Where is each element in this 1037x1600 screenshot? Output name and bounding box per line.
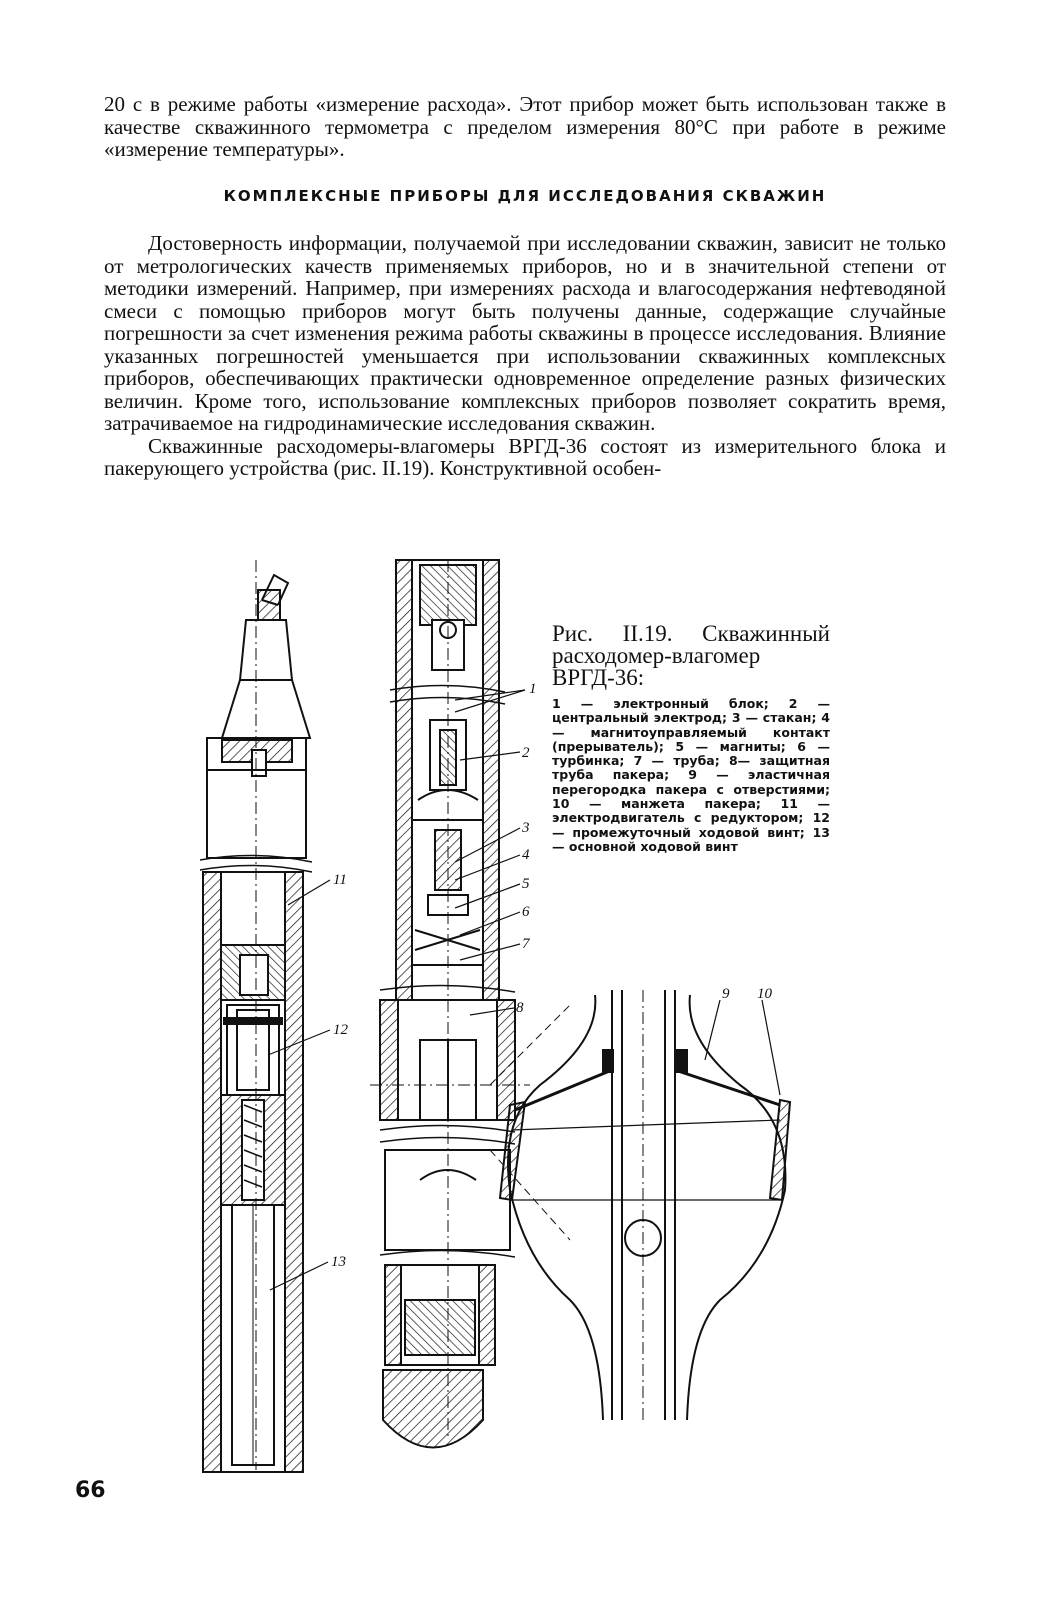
section-heading: КОМПЛЕКСНЫЕ ПРИБОРЫ ДЛЯ ИССЛЕДОВАНИЯ СКВАЖИН (223, 187, 827, 205)
paragraph-1: Достоверность информации, получаемой при исследовании скважин, зависит не только от метрологических качеств применяемых приборов, но и в значительной степени от методики измерений. Например, при измерениях расхода и влагосодержания нефтеводяной смеси с помощью приборов могут быть получены данные, содержащие случайные погрешности за счет изменения режима работы скважины в процессе исследования. Влияние указанных погрешностей уменьшается при использовании скважинных комплексных приборов, обеспечивающих практически одновременное определение разных физических величин. Кроме того, использование комплексных приборов позволяет сократить время, затрачиваемое на гидродинамические исследования скважин. (104, 231, 946, 435)
label-3: 3 (522, 820, 530, 836)
figure-drawing (0, 540, 1037, 1480)
caption-title: Рис. II.19. Скважинный расходомер-влагомер ВРГД-36: (552, 621, 830, 690)
intro-text: 20 с в режиме работы «измерение расхода». Этот прибор может быть использован также в качестве скважинного термометра с пределом измерения 80°С при работе в режиме «измерение температуры». (104, 92, 946, 161)
label-9: 9 (722, 986, 730, 1002)
label-2: 2 (522, 745, 530, 761)
label-13: 13 (331, 1254, 346, 1270)
label-10: 10 (757, 986, 772, 1002)
paragraph-2: Скважинные расходомеры-влагомеры ВРГД-36 состоят из измерительного блока и пакерующего устройства (рис. II.19). Конструктивной особен- (104, 433, 946, 480)
intro-paragraph (104, 93, 946, 161)
page-number: 66 (75, 1478, 106, 1503)
label-7: 7 (522, 936, 530, 952)
label-6: 6 (522, 904, 530, 920)
label-12: 12 (333, 1022, 348, 1038)
label-1: 1 (529, 681, 537, 697)
body-text (104, 232, 946, 480)
figure-caption (552, 623, 830, 854)
packer-detail (490, 990, 790, 1420)
caption-body: 1 — электронный блок; 2 — центральный электрод; 3 — стакан; 4 — магнитоуправляемый контакт (прерыватель); 5 — магниты; 6 — турбинка; 7 — труба; 8— защитная труба пакера; 9 — эластичная перегородка пакера с отверстиями; 10 — манжета пакера; 11 — электродвигатель с редуктором; 12 — промежуточный ходовой винт; 13 — основной ходовой винт (552, 696, 830, 854)
left-instrument (200, 560, 312, 1472)
label-4: 4 (522, 847, 530, 863)
label-8: 8 (516, 1000, 524, 1016)
label-5: 5 (522, 876, 530, 892)
label-11: 11 (333, 872, 347, 888)
